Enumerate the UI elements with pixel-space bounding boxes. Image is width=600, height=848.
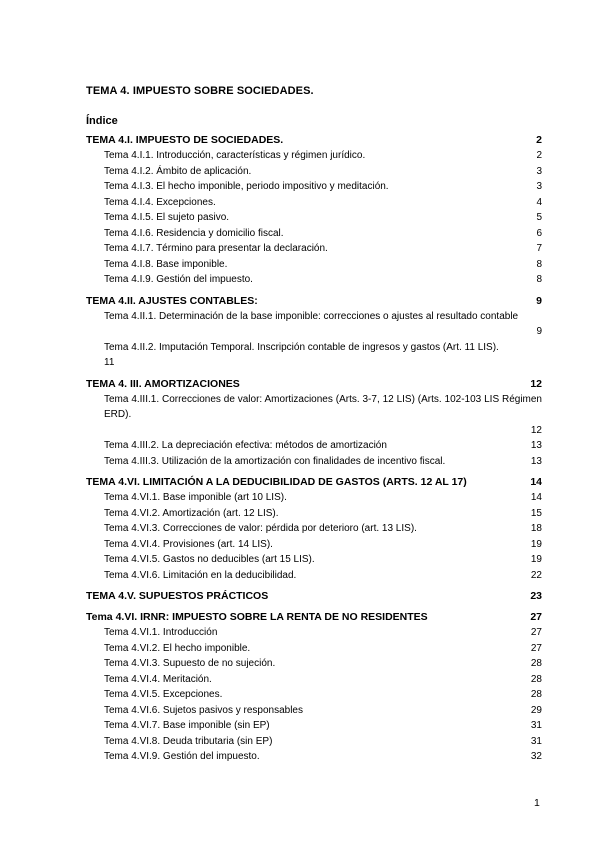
toc-entry-text: Tema 4.I.6. Residencia y domicilio fiscal.: [104, 227, 284, 239]
toc-entry-page: 13: [530, 455, 542, 467]
table-of-contents: [86, 133, 542, 771]
toc-entry[interactable]: [86, 309, 542, 340]
toc-section-title: TEMA 4.I. IMPUESTO DE SOCIEDADES.: [86, 134, 284, 146]
toc-section-title: TEMA 4.VI. LIMITACIÓN A LA DEDUCIBILIDAD DE GASTOS (ARTS. 12 AL 17): [86, 476, 467, 488]
toc-entry-page: 9: [536, 326, 542, 337]
document-title: TEMA 4. IMPUESTO SOBRE SOCIEDADES.: [86, 85, 314, 97]
toc-entry[interactable]: [86, 537, 542, 553]
toc-section-title: TEMA 4.V. SUPUESTOS PRÁCTICOS: [86, 590, 269, 602]
toc-entry-page: 8: [536, 258, 542, 270]
toc-entry[interactable]: [86, 521, 542, 537]
page-number: 1: [534, 797, 540, 809]
toc-entry-text: Tema 4.I.2. Ámbito de aplicación.: [104, 165, 252, 177]
toc-entry-page: 13: [530, 440, 542, 451]
toc-section-title: Tema 4.VI. IRNR: IMPUESTO SOBRE LA RENTA DE NO RESIDENTES: [86, 611, 428, 623]
toc-entry-text: Tema 4.III.1. Correcciones de valor: Amortizaciones (Arts. 3-7, 12 LIS) (Arts. 102-103 LIS Régimen ERD).: [104, 393, 542, 420]
toc-entry[interactable]: [86, 641, 542, 657]
toc-entry-text: Tema 4.I.1. Introducción, características y régimen jurídico.: [104, 150, 366, 161]
toc-entry-page: 18: [530, 523, 542, 534]
toc-section-heading[interactable]: [86, 377, 542, 392]
toc-entry-text: Tema 4.I.3. El hecho imponible, periodo impositivo y meditación.: [104, 181, 389, 192]
toc-entry[interactable]: [86, 241, 542, 257]
toc-section-page: 14: [530, 476, 542, 488]
toc-entry-page: 27: [530, 642, 542, 654]
toc-section: [86, 475, 542, 583]
toc-entry-page: 28: [530, 658, 542, 669]
toc-entry-text: Tema 4.VI.3. Supuesto de no sujeción.: [104, 658, 276, 669]
toc-entry-page: 3: [536, 165, 542, 177]
toc-entry-text: Tema 4.VI.6. Limitación en la deducibilidad.: [104, 569, 297, 581]
toc-entry-text: Tema 4.VI.4. Meritación.: [104, 673, 212, 685]
toc-entry[interactable]: [86, 656, 542, 672]
toc-section: [86, 133, 542, 288]
toc-entry-page: 7: [536, 243, 542, 254]
toc-entry[interactable]: [86, 272, 542, 288]
toc-entry-page: 31: [530, 720, 542, 731]
toc-entry-text: Tema 4.VI.1. Base imponible (art 10 LIS).: [104, 492, 287, 503]
toc-section-title: TEMA 4.II. AJUSTES CONTABLES:: [86, 294, 258, 307]
toc-entry-page: 15: [530, 507, 542, 519]
toc-section: [86, 610, 542, 765]
toc-entry-page: 29: [530, 704, 542, 716]
toc-entry-page: 12: [530, 424, 542, 436]
toc-entry[interactable]: [86, 734, 542, 750]
toc-entry-text: Tema 4.VI.2. Amortización (art. 12 LIS).: [104, 507, 279, 519]
toc-section-heading[interactable]: [86, 610, 542, 625]
toc-entry-page: 5: [536, 212, 542, 223]
toc-section-heading[interactable]: [86, 133, 542, 148]
toc-entry[interactable]: [86, 210, 542, 226]
toc-entry-page: 28: [530, 689, 542, 700]
toc-entry[interactable]: [86, 454, 542, 470]
toc-entry-text: Tema 4.I.4. Excepciones.: [104, 196, 216, 208]
toc-entry-page: 8: [536, 274, 542, 285]
toc-section-page: 2: [536, 134, 542, 146]
toc-entry[interactable]: [86, 340, 542, 371]
toc-entry[interactable]: [86, 257, 542, 273]
toc-entry-text: Tema 4.III.2. La depreciación efectiva: métodos de amortización: [104, 440, 387, 451]
toc-entry-text: Tema 4.II.2. Imputación Temporal. Inscripción contable de ingresos y gastos (Art. 11 LIS).: [104, 341, 499, 353]
toc-entry-page: 28: [530, 673, 542, 685]
toc-entry[interactable]: [86, 226, 542, 242]
toc-section-page: 27: [530, 611, 542, 623]
toc-section-heading[interactable]: [86, 475, 542, 490]
toc-entry-page: 19: [530, 554, 542, 565]
toc-section: [86, 589, 542, 604]
toc-entry-text: Tema 4.I.5. El sujeto pasivo.: [104, 212, 230, 223]
toc-entry[interactable]: [86, 672, 542, 688]
toc-entry[interactable]: [86, 195, 542, 211]
toc-entry-text: Tema 4.VI.1. Introducción: [104, 627, 218, 638]
index-heading: Índice: [86, 115, 118, 127]
toc-entry[interactable]: [86, 703, 542, 719]
toc-entry-text: Tema 4.I.7. Término para presentar la declaración.: [104, 243, 328, 254]
toc-entry[interactable]: [86, 438, 542, 454]
toc-entry-page: 2: [536, 150, 542, 161]
toc-section-heading[interactable]: [86, 589, 542, 604]
toc-entry[interactable]: [86, 687, 542, 703]
toc-entry[interactable]: [86, 164, 542, 180]
toc-section-heading[interactable]: [86, 294, 542, 309]
toc-section-page: 12: [530, 377, 542, 390]
toc-entry-text: Tema 4.I.9. Gestión del impuesto.: [104, 274, 253, 285]
toc-entry[interactable]: [86, 568, 542, 584]
toc-entry-page: 22: [530, 569, 542, 581]
toc-entry-text: Tema 4.VI.9. Gestión del impuesto.: [104, 751, 260, 762]
toc-entry[interactable]: [86, 148, 542, 164]
toc-entry[interactable]: [86, 506, 542, 522]
toc-entry-text: Tema 4.I.8. Base imponible.: [104, 258, 228, 270]
toc-entry-page: 31: [530, 735, 542, 747]
toc-entry-text: Tema 4.VI.2. El hecho imponible.: [104, 642, 251, 654]
toc-entry[interactable]: [86, 490, 542, 506]
toc-entry-text: Tema 4.VI.7. Base imponible (sin EP): [104, 720, 270, 731]
toc-entry-text: Tema 4.VI.8. Deuda tributaria (sin EP): [104, 735, 273, 747]
toc-entry[interactable]: [86, 718, 542, 734]
toc-entry-page: 32: [530, 751, 542, 762]
toc-entry-text: Tema 4.III.3. Utilización de la amortización con finalidades de incentivo fiscal.: [104, 455, 446, 467]
toc-entry-text: Tema 4.VI.5. Excepciones.: [104, 689, 223, 700]
toc-entry-page: 6: [536, 227, 542, 239]
toc-entry[interactable]: [86, 749, 542, 765]
toc-entry-text: Tema 4.VI.3. Correcciones de valor: pérdida por deterioro (art. 13 LIS).: [104, 523, 417, 534]
toc-entry-page: 4: [536, 196, 542, 208]
toc-entry-page: 11: [104, 357, 115, 368]
toc-entry-text: Tema 4.VI.5. Gastos no deducibles (art 15 LIS).: [104, 554, 315, 565]
toc-entry[interactable]: [86, 625, 542, 641]
toc-entry-text: Tema 4.II.1. Determinación de la base imponible: correcciones o ajustes al resultado contable: [104, 310, 519, 322]
toc-entry-text: Tema 4.VI.6. Sujetos pasivos y responsables: [104, 704, 303, 716]
toc-section-page: 9: [536, 294, 542, 307]
toc-entry-text: Tema 4.VI.4. Provisiones (art. 14 LIS).: [104, 538, 273, 550]
toc-entry[interactable]: [86, 392, 542, 439]
toc-entry-page: 27: [530, 627, 542, 638]
toc-entry-page: 14: [530, 492, 542, 503]
toc-section-page: 23: [530, 590, 542, 602]
toc-entry-page: 19: [530, 538, 542, 550]
toc-section-title: TEMA 4. III. AMORTIZACIONES: [86, 377, 240, 390]
toc-entry[interactable]: [86, 179, 542, 195]
toc-entry[interactable]: [86, 552, 542, 568]
toc-section: [86, 294, 542, 371]
toc-entry-page: 3: [536, 181, 542, 192]
toc-section: [86, 377, 542, 470]
